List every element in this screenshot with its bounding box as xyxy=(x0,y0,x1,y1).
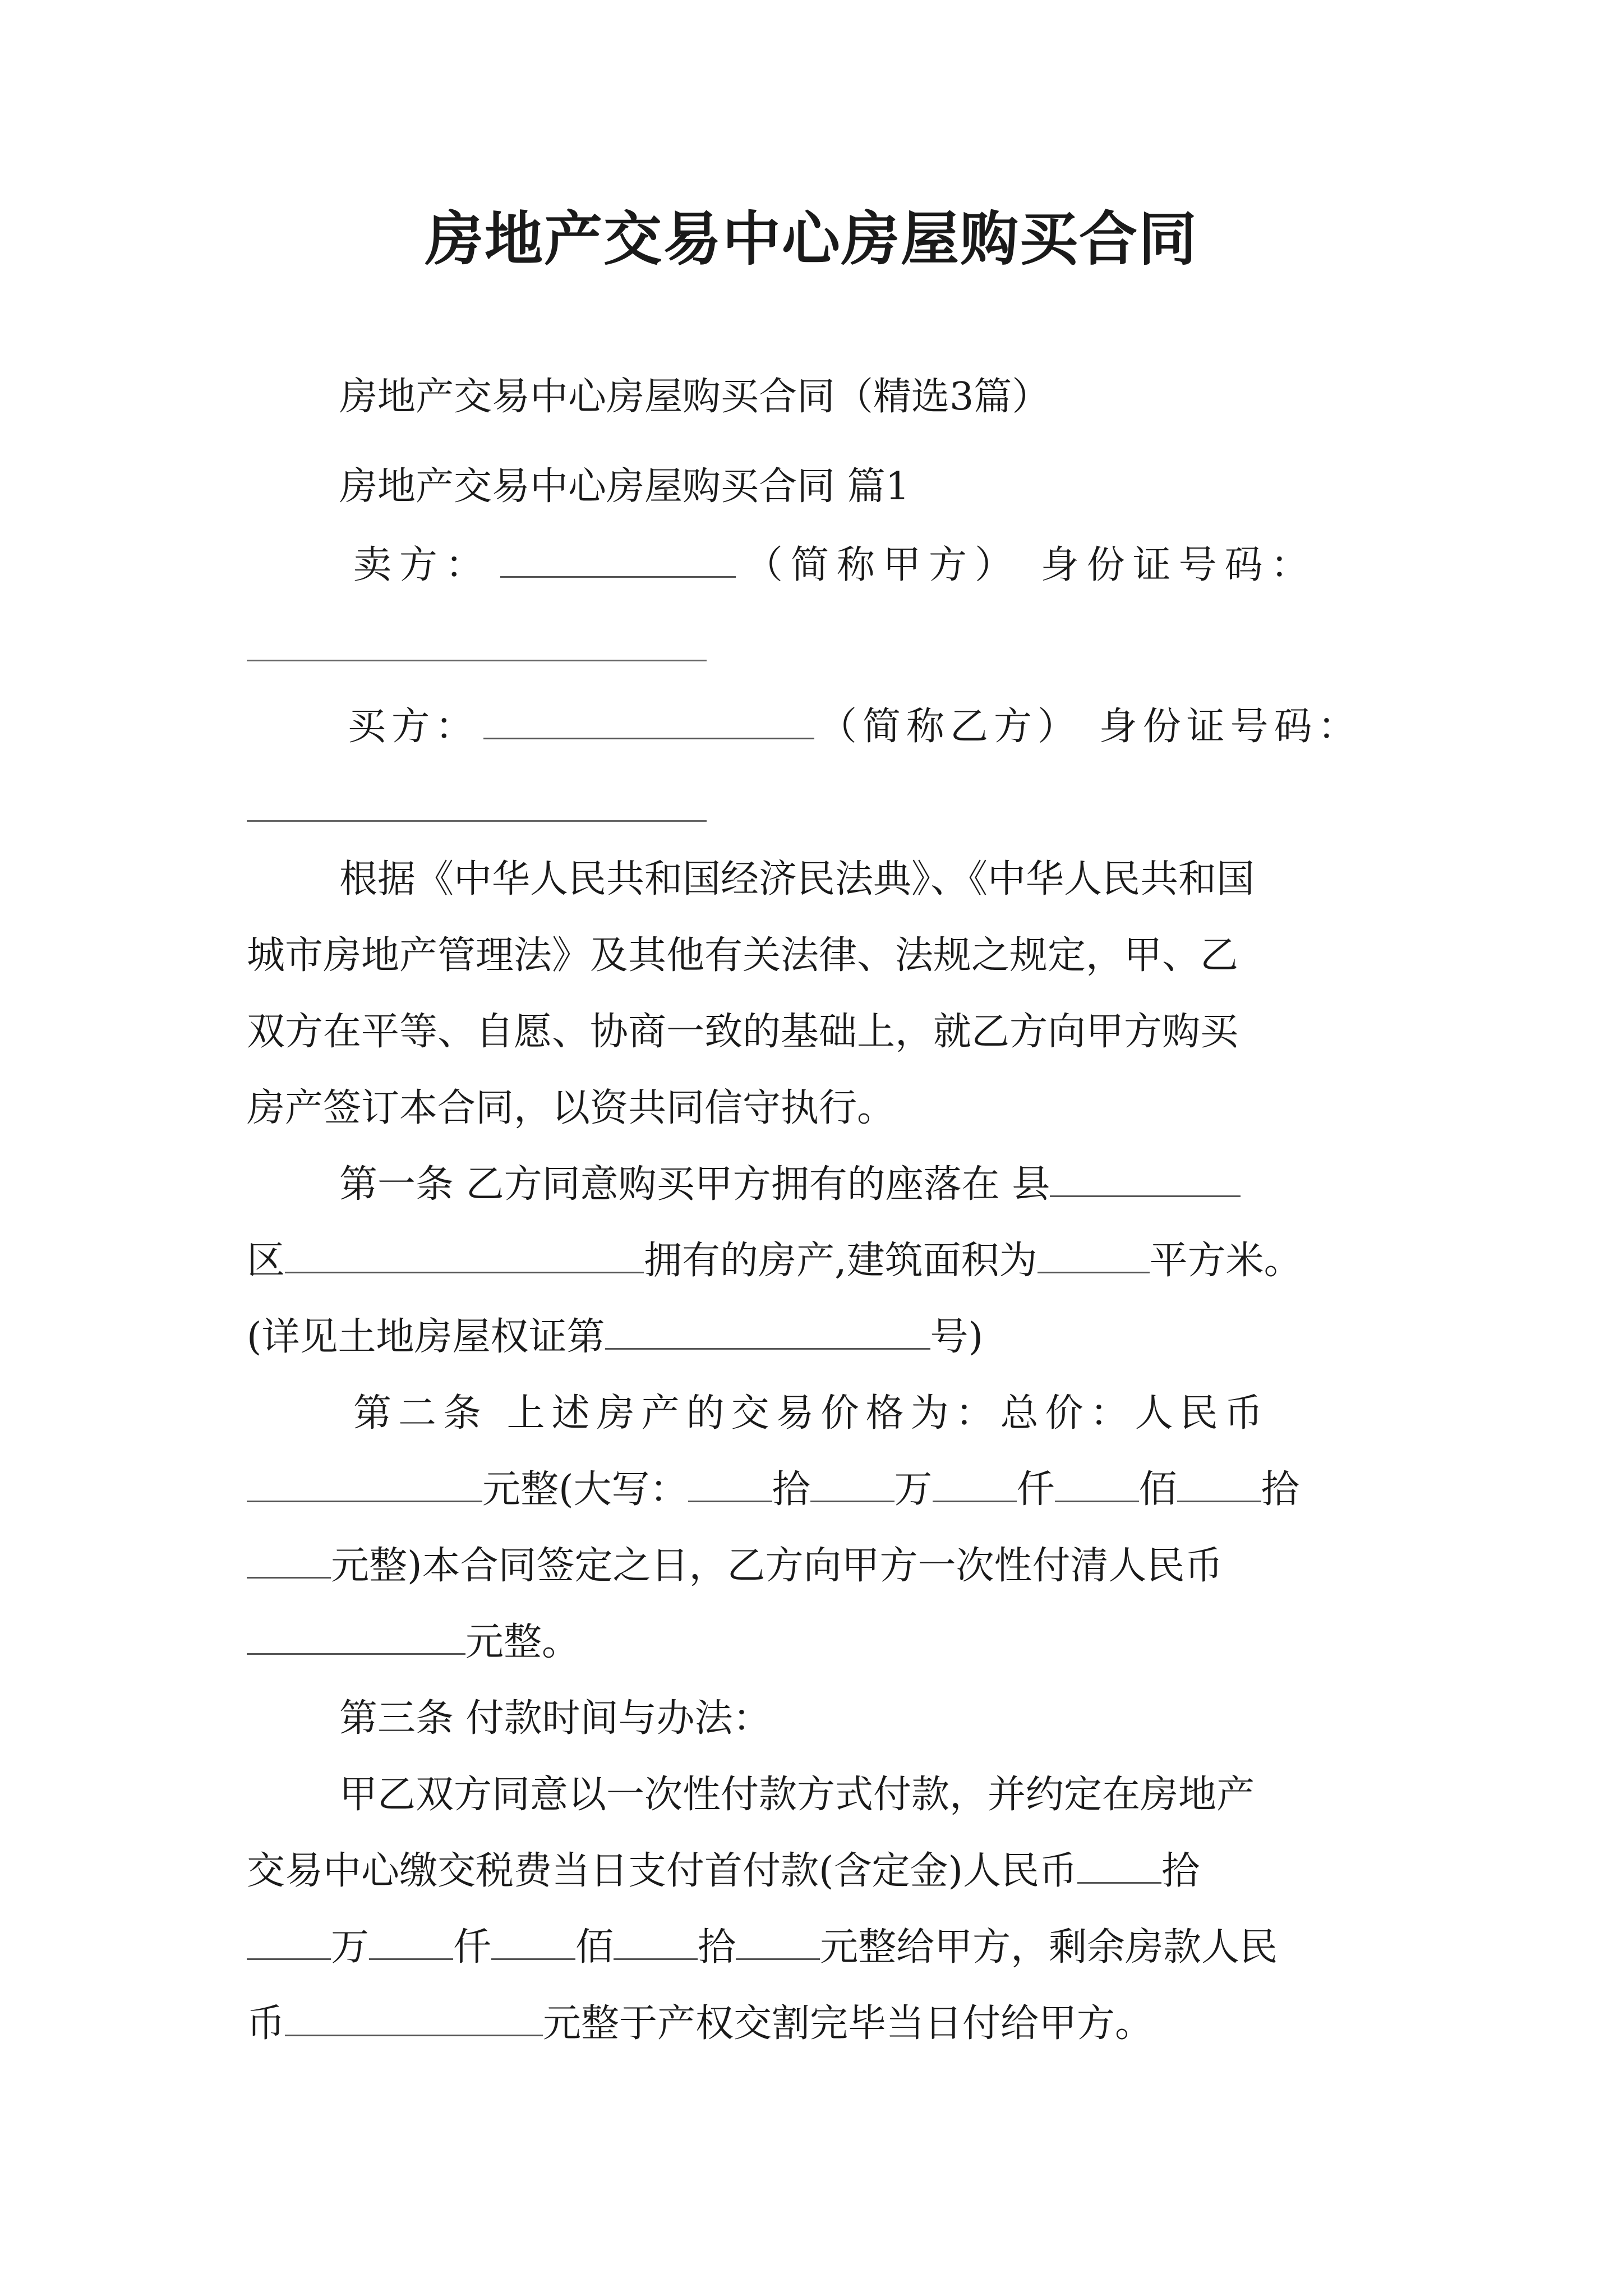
article3-line-2 xyxy=(247,1844,1385,1898)
article2-line-1: 第二条 上述房产的交易价格为：总价：人民币 xyxy=(353,1391,1270,1435)
unit-shi-2: 拾 xyxy=(1261,1467,1299,1512)
article3-line-1: 甲乙双方同意以一次性付款方式付款，并约定在房地产 xyxy=(339,1773,1255,1817)
subtitle: 房地产交易中心房屋购买合同（精选3篇） xyxy=(339,375,1050,419)
area-blank xyxy=(1038,1237,1150,1273)
preamble-line-4: 房产签订本合同，以资共同信守执行。 xyxy=(247,1086,896,1130)
down-shi-blank xyxy=(614,1924,698,1960)
article3-unit-qian: 仟 xyxy=(453,1925,492,1970)
remaining-payment-blank xyxy=(285,2000,543,2036)
seller-id-label: 身份证号码： xyxy=(1040,543,1317,587)
seller-id-blank xyxy=(247,660,707,661)
down-bai-blank xyxy=(491,1924,575,1960)
article2-line-4 xyxy=(247,1616,1385,1669)
article3-text-2a: 交易中心缴交税费当日支付首付款(含定金)人民币 xyxy=(247,1849,1078,1893)
payment-amount-blank xyxy=(247,1618,465,1655)
article3-unit-shi: 拾 xyxy=(1161,1849,1200,1893)
article1-text-f: 号) xyxy=(930,1315,984,1359)
total-price-blank xyxy=(247,1466,482,1502)
article3-unit-wan: 万 xyxy=(331,1925,370,1970)
wan-blank xyxy=(810,1466,895,1502)
buyer-id-blank xyxy=(247,820,707,822)
unit-bai: 佰 xyxy=(1138,1467,1177,1512)
preamble-line-1: 根据《中华人民共和国经济民法典》、《中华人民共和国 xyxy=(339,857,1255,901)
article3-text-4b: 元整于产权交割完毕当日付给甲方。 xyxy=(543,2001,1154,2046)
article2-line-2 xyxy=(247,1463,1385,1517)
part-heading: 房地产交易中心房屋购买合同 篇1 xyxy=(339,464,910,509)
seller-abbr: （简称甲方） xyxy=(745,543,1021,587)
article3-unit-shi-2: 拾 xyxy=(698,1925,736,1970)
article1-line-1 xyxy=(339,1158,1385,1212)
article1-text-c: 拥有的房产,建筑面积为 xyxy=(644,1239,1038,1283)
buyer-name-blank xyxy=(483,703,814,739)
unit-wan: 万 xyxy=(894,1467,933,1512)
article3-line-3 xyxy=(247,1921,1385,1975)
document-title: 房地产交易中心房屋购买合同 xyxy=(425,204,1198,273)
qian-blank xyxy=(933,1466,1017,1502)
certificate-no-blank xyxy=(605,1313,930,1350)
buyer-line xyxy=(348,700,1385,754)
down-qian-blank xyxy=(369,1924,453,1960)
bai-blank xyxy=(1055,1466,1139,1502)
district-blank xyxy=(285,1237,644,1273)
seller-line xyxy=(353,539,1385,592)
article1-line-2 xyxy=(247,1234,1385,1288)
article2-text-c: 元整)本合同签定之日，乙方向甲方一次性付清人民币 xyxy=(331,1544,1223,1588)
article1-text-a: 第一条 乙方同意购买甲方拥有的座落在 县 xyxy=(339,1162,1050,1207)
article2-line-3 xyxy=(247,1539,1385,1593)
down-wan-blank xyxy=(247,1924,331,1960)
article1-text-e: (详见土地房屋权证第 xyxy=(247,1315,605,1359)
article2-text-b: 元整(大写： xyxy=(482,1467,688,1512)
buyer-label: 买方： xyxy=(348,705,479,749)
article3-heading: 第三条 付款时间与办法： xyxy=(339,1696,771,1741)
article3-text-3: 元整给甲方，剩余房款人民 xyxy=(820,1925,1278,1970)
buyer-abbr: （简称乙方） xyxy=(819,705,1082,749)
article2-text-d: 元整。 xyxy=(465,1620,580,1664)
preamble-line-3: 双方在平等、自愿、协商一致的基础上，就乙方向甲方购买 xyxy=(247,1010,1239,1054)
article1-text-b: 区 xyxy=(247,1239,285,1283)
unit-shi-1: 拾 xyxy=(772,1467,810,1512)
unit-qian: 仟 xyxy=(1016,1467,1055,1512)
seller-label: 卖方： xyxy=(353,543,492,587)
article3-text-4a: 币 xyxy=(247,2001,285,2046)
article3-unit-bai: 佰 xyxy=(575,1925,614,1970)
preamble-line-2: 城市房地产管理法》及其他有关法律、法规之规定，甲、乙 xyxy=(247,933,1239,978)
article1-text-d: 平方米。 xyxy=(1149,1239,1302,1283)
article1-line-3 xyxy=(247,1310,1385,1364)
down-payment-shiwan-blank xyxy=(1077,1847,1161,1884)
county-blank xyxy=(1050,1161,1241,1197)
shi-blank xyxy=(1177,1466,1261,1502)
yuan-blank xyxy=(247,1542,331,1579)
article3-line-4 xyxy=(247,1997,1385,2051)
seller-name-blank xyxy=(500,541,736,578)
buyer-id-label: 身份证号码： xyxy=(1099,705,1362,749)
down-yuan-blank xyxy=(736,1924,820,1960)
shi-wan-blank xyxy=(688,1466,772,1502)
